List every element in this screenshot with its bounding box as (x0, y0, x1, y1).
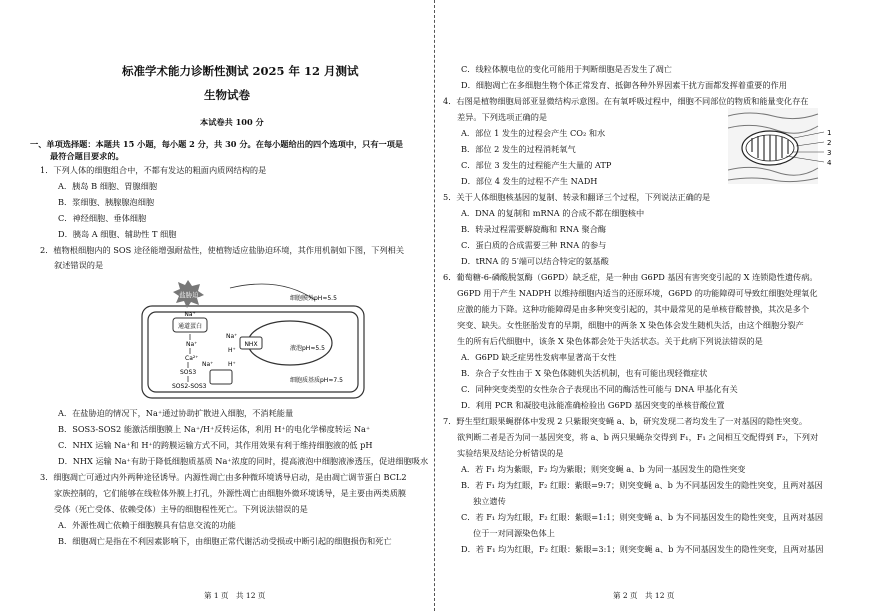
sos2-sos3-label: SOS2-SOS3 (172, 383, 207, 390)
q2-option-d: D．NHX 运输 Na⁺有助于降低细胞质基质 Na⁺浓度的同时，提高液泡中细胞液渗透压，促进细胞吸水 (58, 456, 429, 466)
antiporter-box (210, 370, 232, 384)
na-mid-label: Na⁺ (186, 341, 198, 348)
q4-option-a: A．部位 1 发生的过程会产生 CO₂ 和水 (461, 128, 606, 138)
subject-title: 生物试卷 (204, 88, 250, 102)
outside-ph-label: 细胞膜外pH≈5.5 (290, 295, 337, 302)
ca-label: Ca²⁺ (185, 355, 199, 362)
q7-option-c: C．若 F₁ 均为红眼，F₂ 红眼：紫眼=1:1；则突变蝇 a、b 为不同基因发生的隐性突变，且两对基因 (461, 512, 824, 522)
q7-option-d: D．若 F₁ 均为红眼，F₂ 红眼：紫眼=3:1；则突变蝇 a、b 为不同基因发生的隐性突变，且两对基因 (461, 544, 824, 554)
sos3-label: SOS3 (180, 369, 197, 376)
nhx-na-label: Na⁺ (226, 333, 238, 340)
q5-option-c: C．蛋白质的合成需要三种 RNA 的参与 (461, 240, 607, 250)
part-label-4: 4 (827, 159, 832, 167)
q1-option-c: C．神经细胞、垂体细胞 (58, 213, 147, 223)
q6-option-a: A．G6PD 缺乏症男性发病率显著高于女性 (461, 352, 617, 362)
section-header-line-2: 最符合题目要求的。 (50, 151, 124, 161)
q5-option-a: A．DNA 的复制和 mRNA 的合成不都在细胞核中 (461, 208, 645, 218)
q2-option-a: A．在盐胁迫的情况下，Na⁺通过协助扩散进入细胞，不消耗能量 (58, 408, 294, 418)
q7-option-b-cont: 独立遗传 (473, 496, 506, 506)
exam-title: 标准学术能力诊断性测试 2025 年 12 月测试 (122, 64, 359, 78)
q4-option-d: D．部位 4 发生的过程不产生 NADH (461, 176, 598, 186)
q4-stem-line-1: 4．右图是植物细胞局部亚显微结构示意图。在有氧呼吸过程中，细胞不同部位的物质和能量变化存在 (443, 96, 809, 106)
left-page-footer: 第 1 页 共 12 页 (204, 591, 266, 600)
q6-option-c: C．同种突变类型的女性杂合子表现出不同的酶活性可能与 DNA 甲基化有关 (461, 384, 738, 394)
q7-stem-line-3: 实验结果及结论分析错误的是 (457, 448, 564, 458)
cristae (752, 135, 788, 161)
part-label-3: 3 (827, 149, 832, 157)
q2-stem-line-1: 2．植物根细胞内的 SOS 途径能增强耐盐性，使植物适应盐胁迫环境，其作用机制如下图，下列相关 (40, 245, 405, 255)
q3-stem-line-3: 受体（死亡受体、依赖受体）主导的细胞程性死亡。下列说法错误的是 (54, 504, 308, 514)
q5-stem: 5．关于人体细胞核基因的复制、转录和翻译三个过程，下列说法正确的是 (443, 192, 711, 202)
nhx-h-label: H⁺ (228, 347, 236, 354)
q1-option-a: A．胰岛 B 细胞、胃腺细胞 (58, 181, 158, 191)
q5-option-b: B．转录过程需要解旋酶和 RNA 聚合酶 (461, 224, 607, 234)
part-label-1: 1 (827, 129, 832, 137)
q7-option-a: A．若 F₁ 均为紫眼，F₂ 均为紫眼；则突变蝇 a、b 为同一基因发生的隐性突变 (461, 464, 746, 474)
left-page (30, 0, 430, 611)
q6-stem-line-3: 应激的能力下降。这种功能障碍是由多种突变引起的，其中最常见的是单核苷酸替换，其次是多个 (457, 304, 810, 314)
q3-option-a: A．外源性凋亡依赖于细胞膜具有信息交流的功能 (58, 520, 236, 530)
q3-stem-line-2: 家族控制的，它们能够在线粒体外膜上打孔，外源性凋亡由细胞外微环境诱导，是主要由两类质膜 (54, 488, 407, 498)
q1-option-b: B．浆细胞、胰腺腺泡细胞 (58, 197, 155, 207)
na-top-label: Na⁺ (184, 311, 196, 318)
q7-option-b: B．若 F₁ 均为红眼，F₂ 红眼：紫眼=9:7；则突变蝇 a、b 为不同基因发生的隐性突变，且两对基因 (461, 480, 823, 490)
sos-pathway-diagram (140, 278, 370, 400)
total-score: 本试卷共 100 分 (200, 117, 264, 127)
q6-option-b: B．杂合子女性由于 X 染色体随机失活机制，也有可能出现轻微症状 (461, 368, 708, 378)
q3-option-c: C．线粒体膜电位的变化可能用于判断细胞是否发生了凋亡 (461, 64, 672, 74)
right-page (443, 0, 838, 611)
q3-option-d: D．细胞凋亡在多细胞生物个体正常发育、抵御各种外界因素干扰方面都发挥着重要的作用 (461, 80, 787, 90)
na-bottom-label: Na⁺ (202, 361, 214, 368)
part-label-2: 2 (827, 139, 832, 147)
q2-option-b: B．SOS3-SOS2 能激活细胞膜上 Na⁺/H⁺反转运体，利用 H⁺的电化学梯度转运 Na⁺ (58, 424, 371, 434)
q6-option-d: D．利用 PCR 和凝胶电泳能准确检验出 G6PD 基因突变的单核苷酸位置 (461, 400, 725, 410)
h-bottom-label: H⁺ (228, 361, 236, 368)
q2-stem-line-2: 叙述错误的是 (54, 260, 104, 270)
q3-option-b: B．细胞凋亡是指在不利因素影响下，由细胞正常代谢活动受损或中断引起的细胞损伤和死亡 (58, 536, 392, 546)
salt-stress-label: 盐胁迫 (179, 291, 199, 299)
q6-stem-line-4: 突变、缺失。女性胚胎发育的早期，细胞中的两条 X 染色体会发生随机失活，由这个细胞分裂产 (457, 320, 804, 330)
q4-option-c: C．部位 3 发生的过程能产生大量的 ATP (461, 160, 612, 170)
right-page-footer: 第 2 页 共 12 页 (613, 591, 675, 600)
mitochondrion-figure (728, 108, 838, 184)
q4-option-b: B．部位 2 发生的过程消耗氧气 (461, 144, 576, 154)
column-divider (434, 0, 435, 611)
q7-stem-line-1: 7．野生型红眼果蝇群体中发现 2 只紫眼突变蝇 a、b，研究发现二者均发生了一对基因的隐性突变。 (443, 416, 808, 426)
q5-option-d: D．tRNA 的 5′端可以结合特定的氨基酸 (461, 256, 609, 266)
section-header-line-1: 一、单项选择题：本题共 15 小题，每小题 2 分，共 30 分。在每小题给出的四个选项中，只有一项是 (30, 139, 404, 149)
cytoplasm-ph-label: 细胞质基质pH≈7.5 (290, 377, 343, 384)
q7-option-c-cont: 位于一对同源染色体上 (473, 528, 555, 538)
vacuole-ph-label: 液泡pH≈5.5 (290, 345, 325, 352)
q1-stem: 1．下列人体的细胞组合中，不都有发达的粗面内质网结构的是 (40, 165, 267, 175)
q3-stem-line-1: 3．细胞凋亡可通过内外两种途径诱导。内源性凋亡由多种微环境诱导启动，是由凋亡调节蛋白 BCL2 (40, 472, 407, 482)
q7-stem-line-2: 欲判断二者是否为同一基因突变，将 a、b 两只果蝇杂交得到 F₁，F₁ 之间相互交配得到 F₂，下列对 (457, 432, 819, 442)
q2-option-c: C．NHX 运输 Na⁺和 H⁺的跨膜运输方式不同，其作用效果有利于维持细胞液的低 pH (58, 440, 373, 450)
nhx-label: NHX (244, 341, 258, 348)
q4-stem-line-2: 差异。下列选项正确的是 (457, 112, 548, 122)
q6-stem-line-5: 生的所有后代细胞中，该条 X 染色体都会处于失活状态。关于此病下列说法错误的是 (457, 336, 763, 346)
channel-protein-label: 通道蛋白 (177, 323, 203, 330)
q6-stem-line-1: 6．葡萄糖-6-磷酸脱氢酶（G6PD）缺乏症，是一种由 G6PD 基因有害突变引起的 X 连锁隐性遗传病。 (443, 272, 818, 282)
q1-option-d: D．胰岛 A 细胞、辅助性 T 细胞 (58, 229, 177, 239)
q6-stem-line-2: G6PD 用于产生 NADPH 以维持细胞内适当的还原环境，G6PD 的功能障碍可导致红细胞处理氧化 (457, 288, 818, 298)
